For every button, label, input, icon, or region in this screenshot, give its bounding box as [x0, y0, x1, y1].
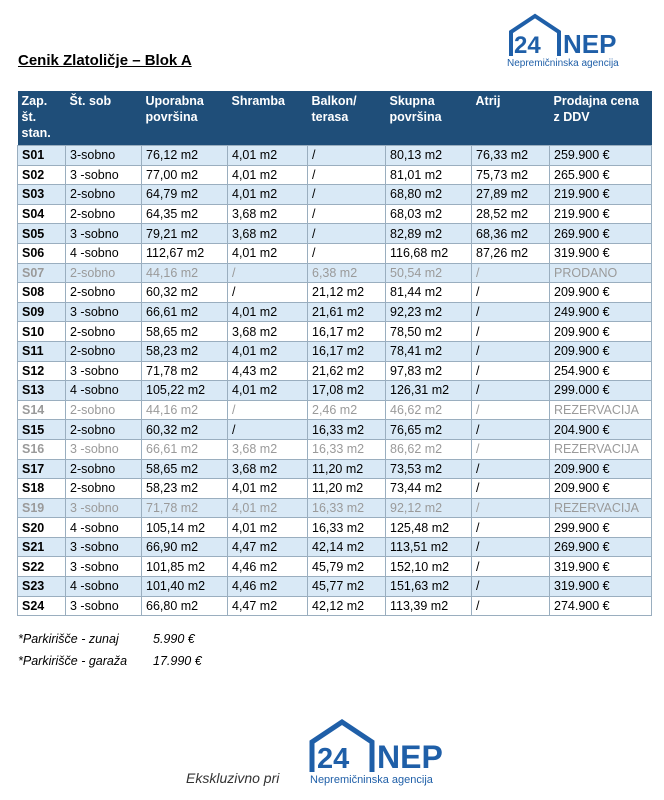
- table-row: [18, 165, 652, 185]
- table-row: [18, 185, 652, 205]
- table-cell: 92,12 m2: [386, 498, 472, 518]
- table-cell: 60,32 m2: [142, 283, 228, 303]
- table-cell: /: [308, 224, 386, 244]
- table-cell: 71,78 m2: [142, 498, 228, 518]
- exclusive-text: Ekskluzivno pri: [186, 770, 280, 786]
- table-cell: /: [228, 420, 308, 440]
- table-cell: REZERVACIJA: [550, 439, 652, 459]
- table-cell: 64,79 m2: [142, 185, 228, 205]
- table-cell: 87,26 m2: [472, 243, 550, 263]
- table-cell: /: [228, 400, 308, 420]
- column-header: Skupna površina: [386, 91, 472, 146]
- table-cell: 16,33 m2: [308, 439, 386, 459]
- table-cell: 16,17 m2: [308, 341, 386, 361]
- table-cell: 17,08 m2: [308, 381, 386, 401]
- table-cell: PRODANO: [550, 263, 652, 283]
- logo-tagline: Nepremičninska agencija: [507, 58, 619, 69]
- logo-number: 24: [514, 32, 541, 58]
- table-cell: 21,61 m2: [308, 302, 386, 322]
- table-cell: 4,01 m2: [228, 165, 308, 185]
- table-row: [18, 361, 652, 381]
- table-cell: 259.900 €: [550, 146, 652, 166]
- table-cell: 97,83 m2: [386, 361, 472, 381]
- table-cell: 209.900 €: [550, 459, 652, 479]
- table-cell: 4,01 m2: [228, 302, 308, 322]
- table-cell: 219.900 €: [550, 204, 652, 224]
- table-cell: /: [472, 283, 550, 303]
- table-cell: 66,80 m2: [142, 596, 228, 616]
- table-cell: 3,68 m2: [228, 204, 308, 224]
- table-cell: 66,90 m2: [142, 537, 228, 557]
- table-cell: /: [472, 596, 550, 616]
- table-cell: 16,33 m2: [308, 420, 386, 440]
- table-cell: 269.900 €: [550, 224, 652, 244]
- table-cell: 2-sobno: [66, 283, 142, 303]
- table-cell: 265.900 €: [550, 165, 652, 185]
- table-cell: 4,47 m2: [228, 537, 308, 557]
- table-cell: S22: [18, 557, 66, 577]
- table-cell: /: [472, 537, 550, 557]
- table-cell: /: [308, 165, 386, 185]
- table-cell: 81,01 m2: [386, 165, 472, 185]
- table-cell: REZERVACIJA: [550, 498, 652, 518]
- table-cell: 92,23 m2: [386, 302, 472, 322]
- table-cell: S21: [18, 537, 66, 557]
- table-cell: S09: [18, 302, 66, 322]
- table-cell: /: [472, 263, 550, 283]
- table-row: [18, 577, 652, 597]
- table-cell: 73,53 m2: [386, 459, 472, 479]
- table-cell: /: [308, 146, 386, 166]
- logo-number: 24: [317, 743, 350, 774]
- table-cell: 4 -sobno: [66, 518, 142, 538]
- table-cell: 66,61 m2: [142, 439, 228, 459]
- table-cell: 46,62 m2: [386, 400, 472, 420]
- table-cell: 58,23 m2: [142, 341, 228, 361]
- table-cell: 3 -sobno: [66, 224, 142, 244]
- table-cell: S13: [18, 381, 66, 401]
- table-cell: 4 -sobno: [66, 577, 142, 597]
- parking-label: *Parkirišče - zunaj: [18, 632, 119, 646]
- table-cell: 77,00 m2: [142, 165, 228, 185]
- table-row: [18, 302, 652, 322]
- table-cell: /: [308, 204, 386, 224]
- table-cell: S07: [18, 263, 66, 283]
- brand-logo-top: [507, 12, 625, 69]
- table-cell: S24: [18, 596, 66, 616]
- table-cell: 2-sobno: [66, 420, 142, 440]
- table-cell: 16,33 m2: [308, 518, 386, 538]
- page-title: Cenik Zlatoličje – Blok A: [18, 52, 192, 69]
- table-cell: 68,03 m2: [386, 204, 472, 224]
- table-row: [18, 459, 652, 479]
- table-cell: 113,39 m2: [386, 596, 472, 616]
- logo-word: NEP: [563, 29, 617, 58]
- table-row: [18, 263, 652, 283]
- table-cell: 126,31 m2: [386, 381, 472, 401]
- table-cell: 219.900 €: [550, 185, 652, 205]
- table-cell: S06: [18, 243, 66, 263]
- table-cell: 299.900 €: [550, 518, 652, 538]
- table-cell: 45,77 m2: [308, 577, 386, 597]
- table-cell: /: [472, 322, 550, 342]
- table-cell: 80,13 m2: [386, 146, 472, 166]
- table-cell: 152,10 m2: [386, 557, 472, 577]
- table-cell: 105,14 m2: [142, 518, 228, 538]
- table-cell: S08: [18, 283, 66, 303]
- table-row: [18, 204, 652, 224]
- table-row: [18, 518, 652, 538]
- price-table: [17, 91, 652, 616]
- table-cell: 204.900 €: [550, 420, 652, 440]
- table-cell: 68,36 m2: [472, 224, 550, 244]
- table-cell: 113,51 m2: [386, 537, 472, 557]
- table-cell: 3 -sobno: [66, 302, 142, 322]
- table-row: [18, 381, 652, 401]
- table-cell: /: [472, 498, 550, 518]
- column-header: Balkon/ terasa: [308, 91, 386, 146]
- table-cell: 58,23 m2: [142, 479, 228, 499]
- table-cell: S12: [18, 361, 66, 381]
- logo-word: NEP: [377, 739, 443, 774]
- table-cell: 81,44 m2: [386, 283, 472, 303]
- table-row: [18, 146, 652, 166]
- table-cell: S02: [18, 165, 66, 185]
- table-cell: 58,65 m2: [142, 322, 228, 342]
- table-cell: /: [472, 400, 550, 420]
- table-row: [18, 224, 652, 244]
- table-cell: 209.900 €: [550, 283, 652, 303]
- table-cell: 75,73 m2: [472, 165, 550, 185]
- table-cell: 2,46 m2: [308, 400, 386, 420]
- table-cell: S04: [18, 204, 66, 224]
- table-cell: /: [228, 283, 308, 303]
- table-row: [18, 322, 652, 342]
- column-header: Shramba: [228, 91, 308, 146]
- table-cell: 4,01 m2: [228, 243, 308, 263]
- table-cell: 2-sobno: [66, 341, 142, 361]
- table-cell: 86,62 m2: [386, 439, 472, 459]
- table-cell: 3,68 m2: [228, 439, 308, 459]
- table-cell: 254.900 €: [550, 361, 652, 381]
- table-cell: S14: [18, 400, 66, 420]
- table-cell: S19: [18, 498, 66, 518]
- logo-mark: [308, 718, 458, 774]
- table-cell: 2-sobno: [66, 185, 142, 205]
- table-cell: 249.900 €: [550, 302, 652, 322]
- table-cell: 4,46 m2: [228, 557, 308, 577]
- table-cell: S16: [18, 439, 66, 459]
- table-cell: 71,78 m2: [142, 361, 228, 381]
- table-row: [18, 537, 652, 557]
- table-cell: /: [472, 459, 550, 479]
- table-cell: 3 -sobno: [66, 596, 142, 616]
- table-cell: 2-sobno: [66, 400, 142, 420]
- logo-tagline: Nepremičninska agencija: [310, 774, 433, 786]
- parking-row-garage: [18, 650, 202, 672]
- table-cell: 269.900 €: [550, 537, 652, 557]
- column-header: Zap. št. stan.: [18, 91, 66, 146]
- table-cell: 3,68 m2: [228, 224, 308, 244]
- table-cell: 16,33 m2: [308, 498, 386, 518]
- table-cell: 3-sobno: [66, 146, 142, 166]
- table-cell: 76,33 m2: [472, 146, 550, 166]
- table-cell: 4,01 m2: [228, 146, 308, 166]
- table-cell: 2-sobno: [66, 479, 142, 499]
- table-cell: /: [472, 361, 550, 381]
- table-cell: 4 -sobno: [66, 243, 142, 263]
- table-cell: 68,80 m2: [386, 185, 472, 205]
- table-cell: REZERVACIJA: [550, 400, 652, 420]
- table-cell: 3 -sobno: [66, 165, 142, 185]
- table-row: [18, 341, 652, 361]
- table-cell: 2-sobno: [66, 459, 142, 479]
- table-cell: 125,48 m2: [386, 518, 472, 538]
- table-cell: 42,14 m2: [308, 537, 386, 557]
- table-cell: 209.900 €: [550, 322, 652, 342]
- table-cell: S03: [18, 185, 66, 205]
- column-header: Št. sob: [66, 91, 142, 146]
- table-cell: 21,62 m2: [308, 361, 386, 381]
- table-cell: S11: [18, 341, 66, 361]
- table-cell: 4,01 m2: [228, 381, 308, 401]
- parking-price: 5.990 €: [153, 632, 195, 646]
- table-cell: 2-sobno: [66, 263, 142, 283]
- column-header: Atrij: [472, 91, 550, 146]
- table-cell: 299.000 €: [550, 381, 652, 401]
- table-cell: 151,63 m2: [386, 577, 472, 597]
- table-cell: 4 -sobno: [66, 381, 142, 401]
- table-cell: 28,52 m2: [472, 204, 550, 224]
- table-cell: /: [472, 420, 550, 440]
- table-cell: 319.900 €: [550, 557, 652, 577]
- table-cell: S05: [18, 224, 66, 244]
- table-cell: 3,68 m2: [228, 322, 308, 342]
- table-cell: 3,68 m2: [228, 459, 308, 479]
- house-logo-icon: [308, 718, 458, 774]
- table-cell: 27,89 m2: [472, 185, 550, 205]
- table-cell: S20: [18, 518, 66, 538]
- table-cell: 4,47 m2: [228, 596, 308, 616]
- table-cell: 78,50 m2: [386, 322, 472, 342]
- table-cell: S17: [18, 459, 66, 479]
- table-cell: 105,22 m2: [142, 381, 228, 401]
- table-cell: 2-sobno: [66, 204, 142, 224]
- table-cell: 44,16 m2: [142, 400, 228, 420]
- table-cell: 101,40 m2: [142, 577, 228, 597]
- table-row: [18, 557, 652, 577]
- table-cell: 16,17 m2: [308, 322, 386, 342]
- table-cell: /: [308, 185, 386, 205]
- table-cell: /: [472, 557, 550, 577]
- table-cell: S15: [18, 420, 66, 440]
- table-cell: /: [472, 341, 550, 361]
- table-cell: 11,20 m2: [308, 479, 386, 499]
- table-cell: 319.900 €: [550, 577, 652, 597]
- parking-label: *Parkirišče - garaža: [18, 654, 128, 668]
- table-cell: 42,12 m2: [308, 596, 386, 616]
- table-body: [18, 146, 652, 616]
- table-cell: 21,12 m2: [308, 283, 386, 303]
- table-cell: /: [228, 263, 308, 283]
- table-cell: 50,54 m2: [386, 263, 472, 283]
- table-cell: 82,89 m2: [386, 224, 472, 244]
- house-logo-icon: [507, 12, 625, 58]
- table-cell: 112,67 m2: [142, 243, 228, 263]
- column-header: Prodajna cena z DDV: [550, 91, 652, 146]
- table-cell: 4,01 m2: [228, 498, 308, 518]
- parking-prices: [18, 628, 202, 672]
- table-cell: 4,43 m2: [228, 361, 308, 381]
- table-cell: 44,16 m2: [142, 263, 228, 283]
- table-row: [18, 439, 652, 459]
- table-cell: 76,65 m2: [386, 420, 472, 440]
- table-row: [18, 283, 652, 303]
- table-row: [18, 596, 652, 616]
- parking-row-outdoor: [18, 628, 202, 650]
- table-cell: 78,41 m2: [386, 341, 472, 361]
- table-cell: 4,01 m2: [228, 185, 308, 205]
- table-cell: 319.900 €: [550, 243, 652, 263]
- table-cell: /: [472, 381, 550, 401]
- table-cell: 2-sobno: [66, 322, 142, 342]
- table-cell: 3 -sobno: [66, 537, 142, 557]
- table-cell: 3 -sobno: [66, 361, 142, 381]
- table-cell: 58,65 m2: [142, 459, 228, 479]
- table-cell: 66,61 m2: [142, 302, 228, 322]
- table-cell: 3 -sobno: [66, 498, 142, 518]
- table-cell: /: [472, 302, 550, 322]
- table-cell: S10: [18, 322, 66, 342]
- table-row: [18, 400, 652, 420]
- column-header: Uporabna površina: [142, 91, 228, 146]
- table-cell: 3 -sobno: [66, 557, 142, 577]
- table-cell: 6,38 m2: [308, 263, 386, 283]
- parking-price: 17.990 €: [153, 654, 202, 668]
- table-cell: 11,20 m2: [308, 459, 386, 479]
- brand-logo-bottom: [308, 718, 458, 786]
- table-cell: 79,21 m2: [142, 224, 228, 244]
- table-cell: 116,68 m2: [386, 243, 472, 263]
- table-header-row: [18, 91, 652, 146]
- table-row: [18, 479, 652, 499]
- table-cell: /: [472, 577, 550, 597]
- table-cell: 4,01 m2: [228, 518, 308, 538]
- table-cell: 64,35 m2: [142, 204, 228, 224]
- table-cell: /: [472, 439, 550, 459]
- table-cell: 209.900 €: [550, 341, 652, 361]
- table-cell: S18: [18, 479, 66, 499]
- table-cell: 73,44 m2: [386, 479, 472, 499]
- table-cell: /: [472, 479, 550, 499]
- table-row: [18, 243, 652, 263]
- table-cell: 209.900 €: [550, 479, 652, 499]
- table-cell: 101,85 m2: [142, 557, 228, 577]
- table-cell: S01: [18, 146, 66, 166]
- table-cell: 4,01 m2: [228, 479, 308, 499]
- table-cell: 4,01 m2: [228, 341, 308, 361]
- table-cell: 274.900 €: [550, 596, 652, 616]
- table-row: [18, 420, 652, 440]
- table-cell: /: [472, 518, 550, 538]
- table-cell: 3 -sobno: [66, 439, 142, 459]
- table-cell: 76,12 m2: [142, 146, 228, 166]
- table-cell: /: [308, 243, 386, 263]
- table-row: [18, 498, 652, 518]
- table-cell: S23: [18, 577, 66, 597]
- table-cell: 4,46 m2: [228, 577, 308, 597]
- table-cell: 45,79 m2: [308, 557, 386, 577]
- logo-mark: [507, 12, 625, 58]
- table-cell: 60,32 m2: [142, 420, 228, 440]
